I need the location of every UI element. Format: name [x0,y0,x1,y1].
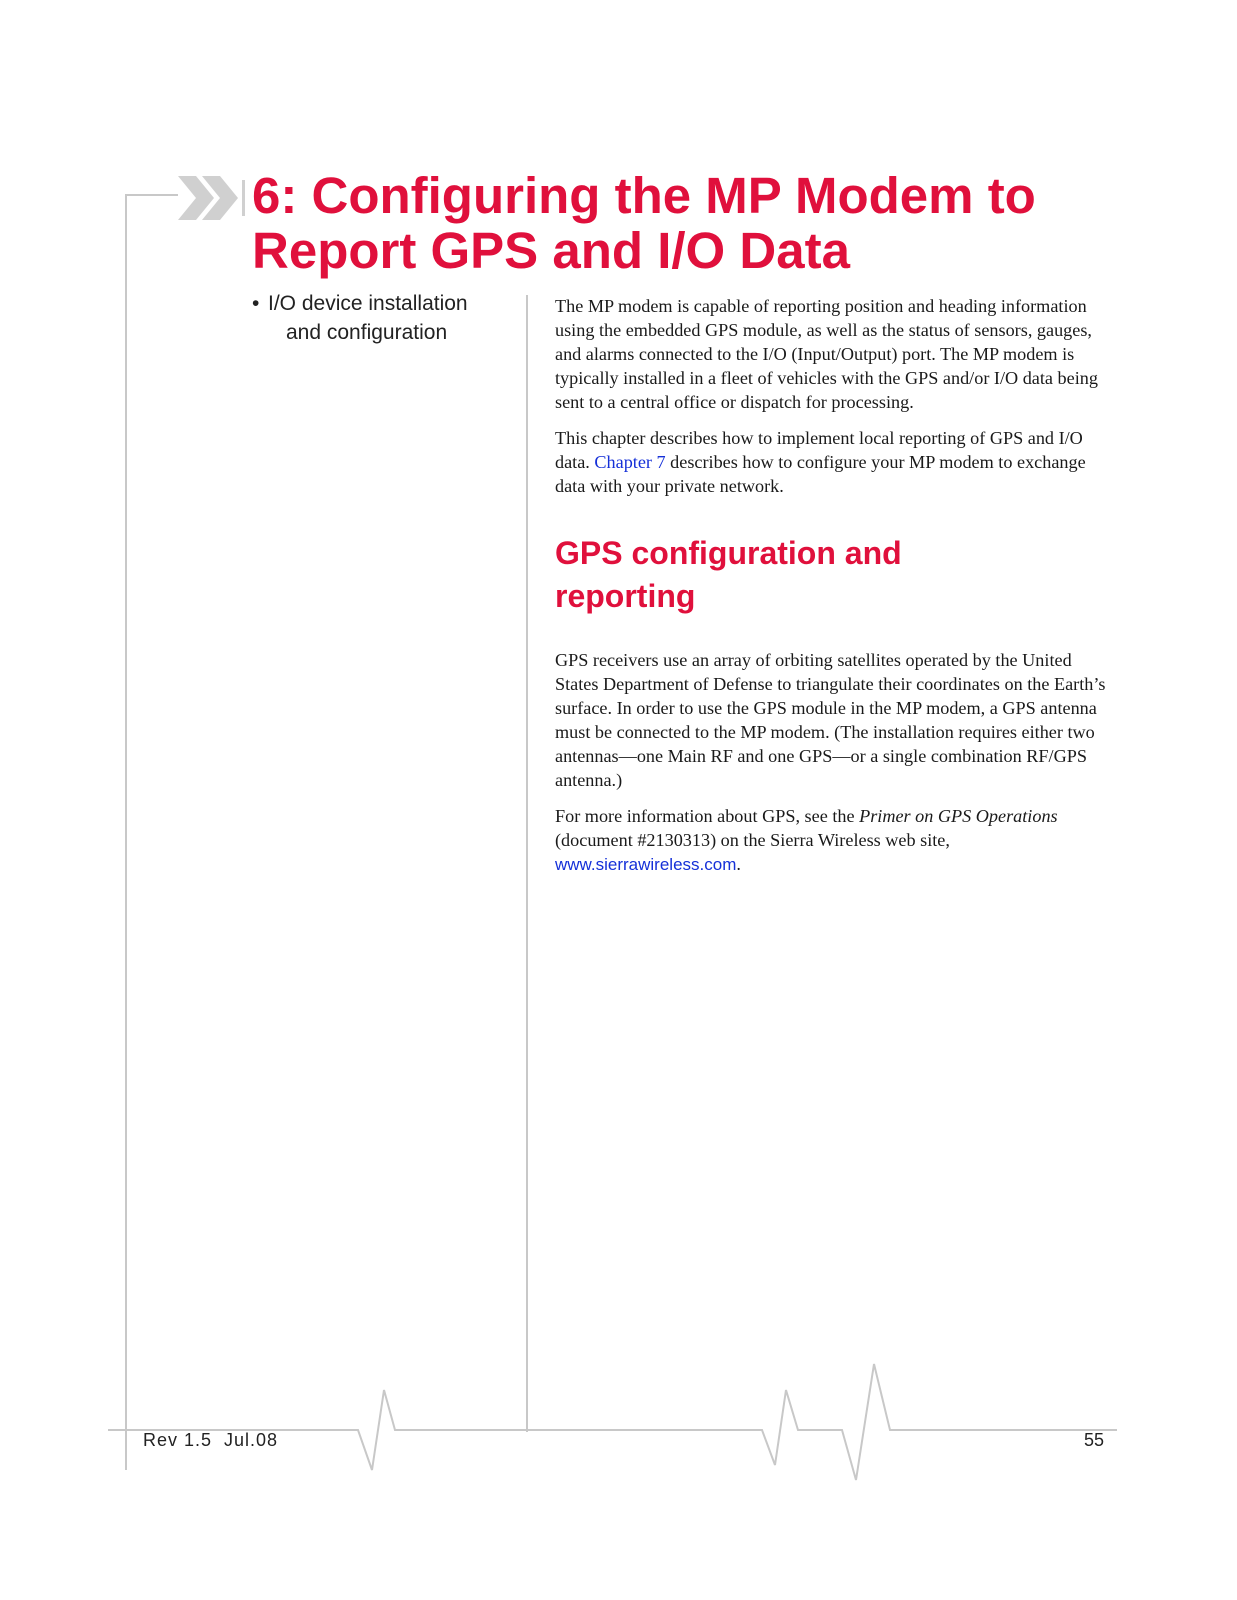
chapter-topic-item [252,289,512,347]
chapter-topics-list [252,289,512,347]
gps-paragraph-2-text-c: . [736,854,741,874]
sierra-wireless-url-link[interactable]: www.sierrawireless.com [555,855,737,874]
gps-paragraph-2-text-b: (document #2130313) on the Sierra Wireless web site, [555,830,950,850]
gps-paragraph-1: GPS receivers use an array of orbiting satellites operated by the United States Department of Defense to triangulate their coordinates on the Earth’s surface. In order to use the GPS module in the MP modem, a GPS antenna must be connected to the MP modem. (The installation requires either two antennas—one Main RF and one GPS—or a single combination RF/GPS antenna.) [555,650,1106,790]
heartbeat-line-icon [108,1364,1117,1480]
main-content-column [555,294,1111,889]
footer-page-number: 55 [1083,1430,1104,1450]
chapter-title-line-1: 6: Configuring the MP Modem to [252,167,1036,224]
bullet-icon: • [252,292,260,315]
chapter-topic-line-1: I/O device installation [268,292,468,315]
intro-paragraph-2-text-a: This chapter describes how to implement local reporting of GPS and I/O data. [555,428,1083,472]
gps-paragraph-2 [555,804,1111,877]
intro-paragraph-1: The MP modem is capable of reporting position and heading information using the embedded GPS module, as well as the status of sensors, gauges, and alarms connected to the I/O (Input/Output) port. The MP modem is typically installed in a fleet of vehicles with the GPS and/or I/O data being sent to a central office or dispatch for processing. [555,296,1098,412]
chapter-title-line-2: Report GPS and I/O Data [252,222,850,279]
chapter-7-link[interactable]: Chapter 7 [594,452,666,472]
section-heading-gps: GPS configuration and reporting [555,535,902,614]
gps-paragraph-2-text-a: For more information about GPS, see the [555,806,860,826]
intro-paragraph-2-text-b: describes how to configure your MP modem to exchange data with your private network. [555,452,1086,496]
footer-revision: Rev 1.5 Jul.08 [143,1430,279,1450]
chapter-topic-line-2: and configuration [286,321,448,344]
gps-primer-title: Primer on GPS Operations [859,806,1058,826]
double-chevron-icon [178,176,245,220]
left-margin-rule [126,195,178,1470]
chapter-title [252,168,1152,278]
intro-paragraph-2 [555,426,1111,498]
